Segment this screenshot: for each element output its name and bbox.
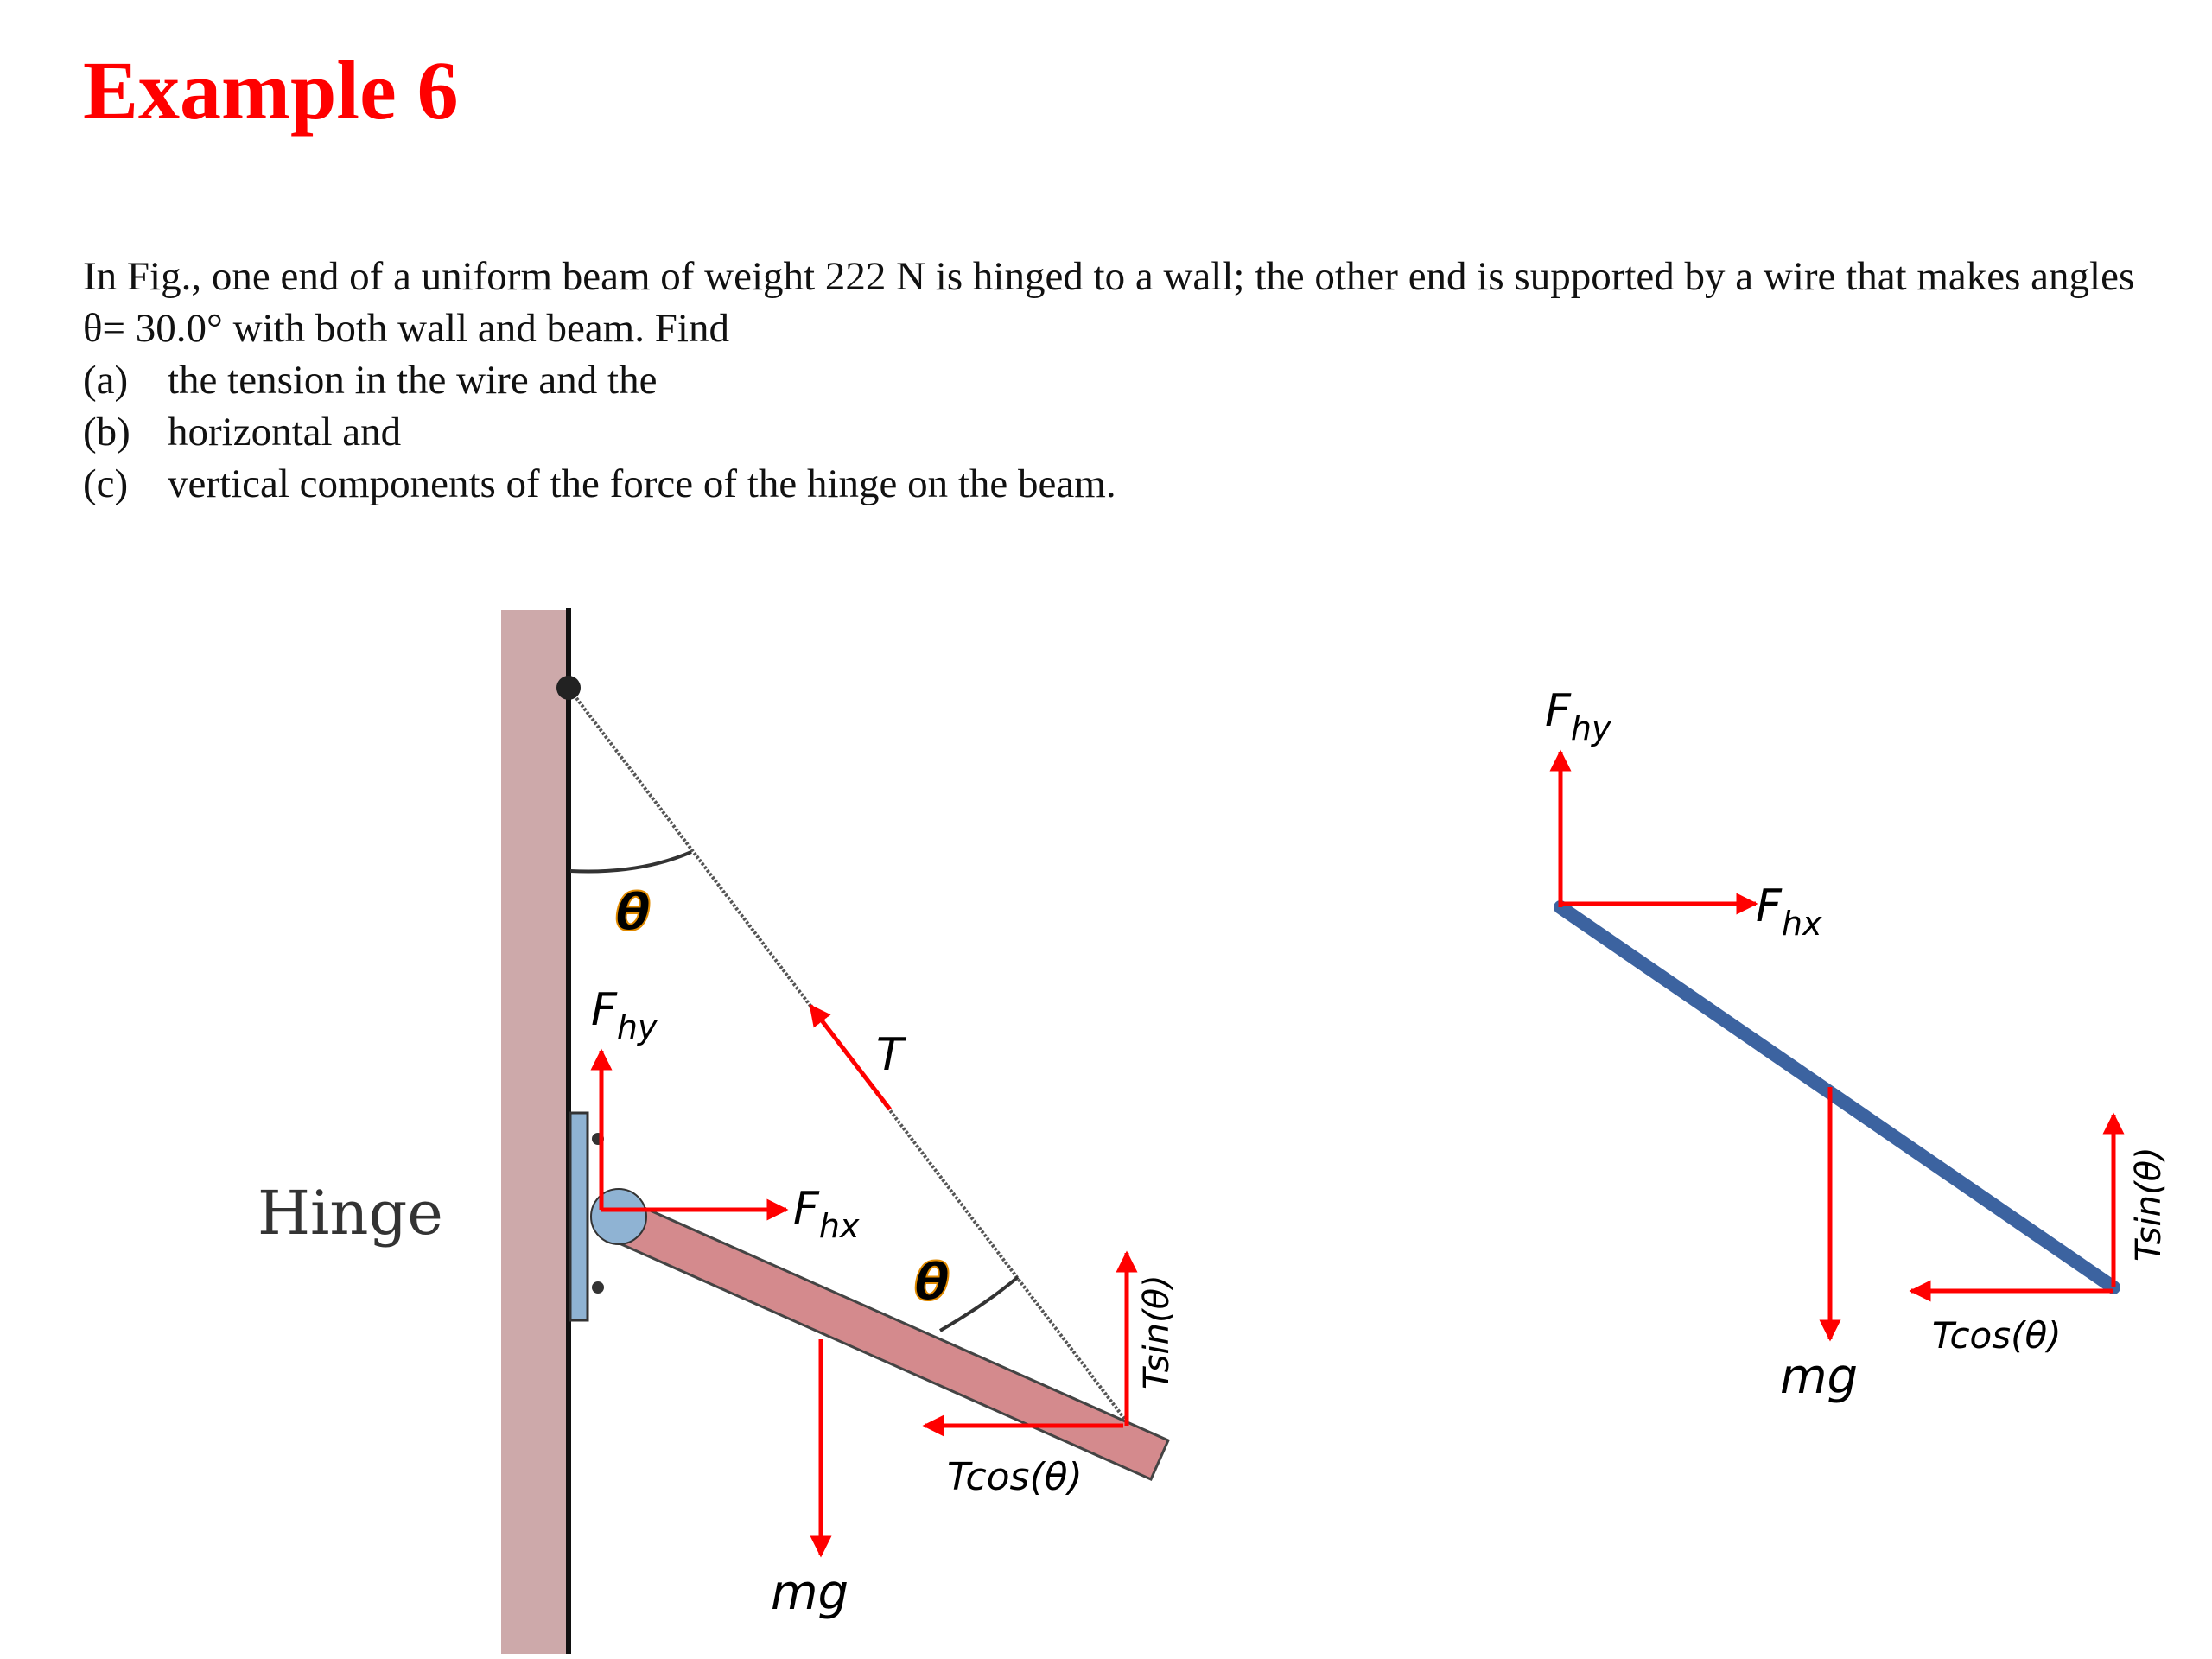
- fhx-label: [793, 1183, 860, 1245]
- weight-label-right: mg: [1780, 1349, 1859, 1405]
- left-figure: [257, 608, 1177, 1654]
- part-a-label: (a): [83, 358, 129, 403]
- fhx-main-right: F: [1756, 880, 1782, 932]
- beam-right: [1560, 907, 2113, 1287]
- page-title: Example 6: [83, 44, 459, 137]
- fhy-label-right: [1545, 685, 1611, 747]
- tension-label: T: [876, 1029, 904, 1081]
- angle-arc-bottom: [940, 1277, 1018, 1331]
- fhy-sub-right: hy: [1570, 709, 1611, 747]
- fhy-main-right: F: [1545, 685, 1571, 737]
- tcos-label: Tcos(θ): [947, 1455, 1083, 1499]
- fhx-main: F: [793, 1183, 819, 1235]
- hinge-bolt: [592, 1281, 604, 1294]
- tsin-label-right: Tsin(θ): [2129, 1147, 2169, 1262]
- hinge-label: Hinge: [257, 1178, 443, 1249]
- fhy-sub: hy: [616, 1008, 658, 1046]
- part-a-text: the tension in the wire and the: [168, 358, 658, 403]
- problem-intro: In Fig., one end of a uniform beam of weight 222 N is hinged to a wall; the other end is supported by a wire that makes angles θ= 30.0° with both wall and beam. Find: [83, 254, 2135, 351]
- tcos-label-right: Tcos(θ): [1932, 1314, 2062, 1357]
- wall: [501, 610, 569, 1654]
- angle-arc-top: [570, 852, 691, 872]
- part-b-label: (b): [83, 410, 130, 454]
- part-c-label: (c): [83, 461, 129, 506]
- part-b-text: horizontal and: [168, 410, 402, 454]
- weight-label: mg: [771, 1565, 849, 1621]
- theta-bottom-label: θ: [914, 1252, 950, 1313]
- fhx-label-right: [1756, 880, 1822, 943]
- part-c-text: vertical components of the force of the hinge on the beam.: [168, 461, 1116, 506]
- fhy-label: [591, 984, 658, 1046]
- wire-anchor: [556, 676, 581, 700]
- hinge-plate: [570, 1113, 588, 1320]
- fhy-main: F: [591, 984, 617, 1036]
- tsin-label: Tsin(θ): [1137, 1274, 1177, 1389]
- right-figure: [1545, 685, 2169, 1405]
- beam: [598, 1195, 1168, 1479]
- theta-top-label: θ: [615, 882, 652, 943]
- fhx-sub-right: hx: [1781, 905, 1822, 943]
- fhx-sub: hx: [818, 1207, 860, 1245]
